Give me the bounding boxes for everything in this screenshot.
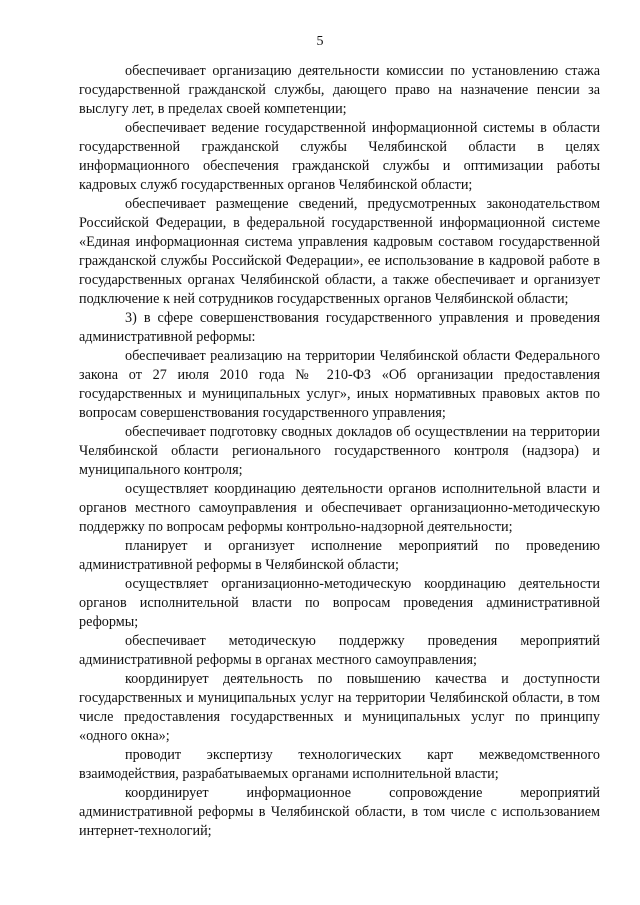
paragraph: планирует и организует исполнение мероприятий по проведению административной реформы в Челябинской области;: [79, 538, 600, 573]
paragraph: проводит экспертизу технологических карт межведомственного взаимодействия, разрабатываемых органами исполнительной власти;: [79, 747, 600, 782]
paragraph: обеспечивает размещение сведений, предусмотренных законодательством Российской Федерации, в федеральной государственной информационной системе «Единая информационная система управления кадровым составом государственной гражданской службы Российской Федерации», ее использование в кадровой работе в государственных органах Челябинской области, а также обеспечивает и организует подключение к ней сотрудников государственных органов Челябинской области;: [79, 196, 600, 307]
paragraph: осуществляет координацию деятельности органов исполнительной власти и органов местного самоуправления и обеспечивает организационно-методическую поддержку по вопросам реформы контрольно-надзорной деятельности;: [79, 481, 600, 535]
paragraph: 3) в сфере совершенствования государственного управления и проведения административной реформы:: [79, 310, 600, 345]
paragraph: обеспечивает подготовку сводных докладов об осуществлении на территории Челябинской области регионального государственного контроля (надзора) и муниципального контроля;: [79, 424, 600, 478]
paragraph: осуществляет организационно-методическую координацию деятельности органов исполнительной власти по вопросам проведения административной реформы;: [79, 576, 600, 630]
paragraph: обеспечивает организацию деятельности комиссии по установлению стажа государственной гражданской службы, дающего право на назначение пенсии за выслугу лет, в пределах своей компетенции;: [79, 63, 600, 117]
paragraph: координирует деятельность по повышению качества и доступности государственных и муниципальных услуг на территории Челябинской области, в том числе предоставления государственных и муниципальных услуг по принципу «одного окна»;: [79, 671, 600, 744]
paragraph: координирует информационное сопровождение мероприятий административной реформы в Челябинской области, в том числе с использованием интернет-технологий;: [79, 785, 600, 839]
page-number: 5: [316, 34, 324, 49]
paragraph: обеспечивает ведение государственной информационной системы в области государственной гражданской службы Челябинской области в целях информационного обеспечения гражданской службы и оптимизации работы кадровых служб государственных органов Челябинской области;: [79, 120, 600, 193]
document-body: [79, 62, 600, 841]
paragraph: обеспечивает реализацию на территории Челябинской области Федерального закона от 27 июля 2010 года № 210-ФЗ «Об организации предоставления государственных и муниципальных услуг», иных нормативных правовых актов по вопросам совершенствования государственного управления;: [79, 348, 600, 421]
paragraph: обеспечивает методическую поддержку проведения мероприятий административной реформы в органах местного самоуправления;: [79, 633, 600, 668]
